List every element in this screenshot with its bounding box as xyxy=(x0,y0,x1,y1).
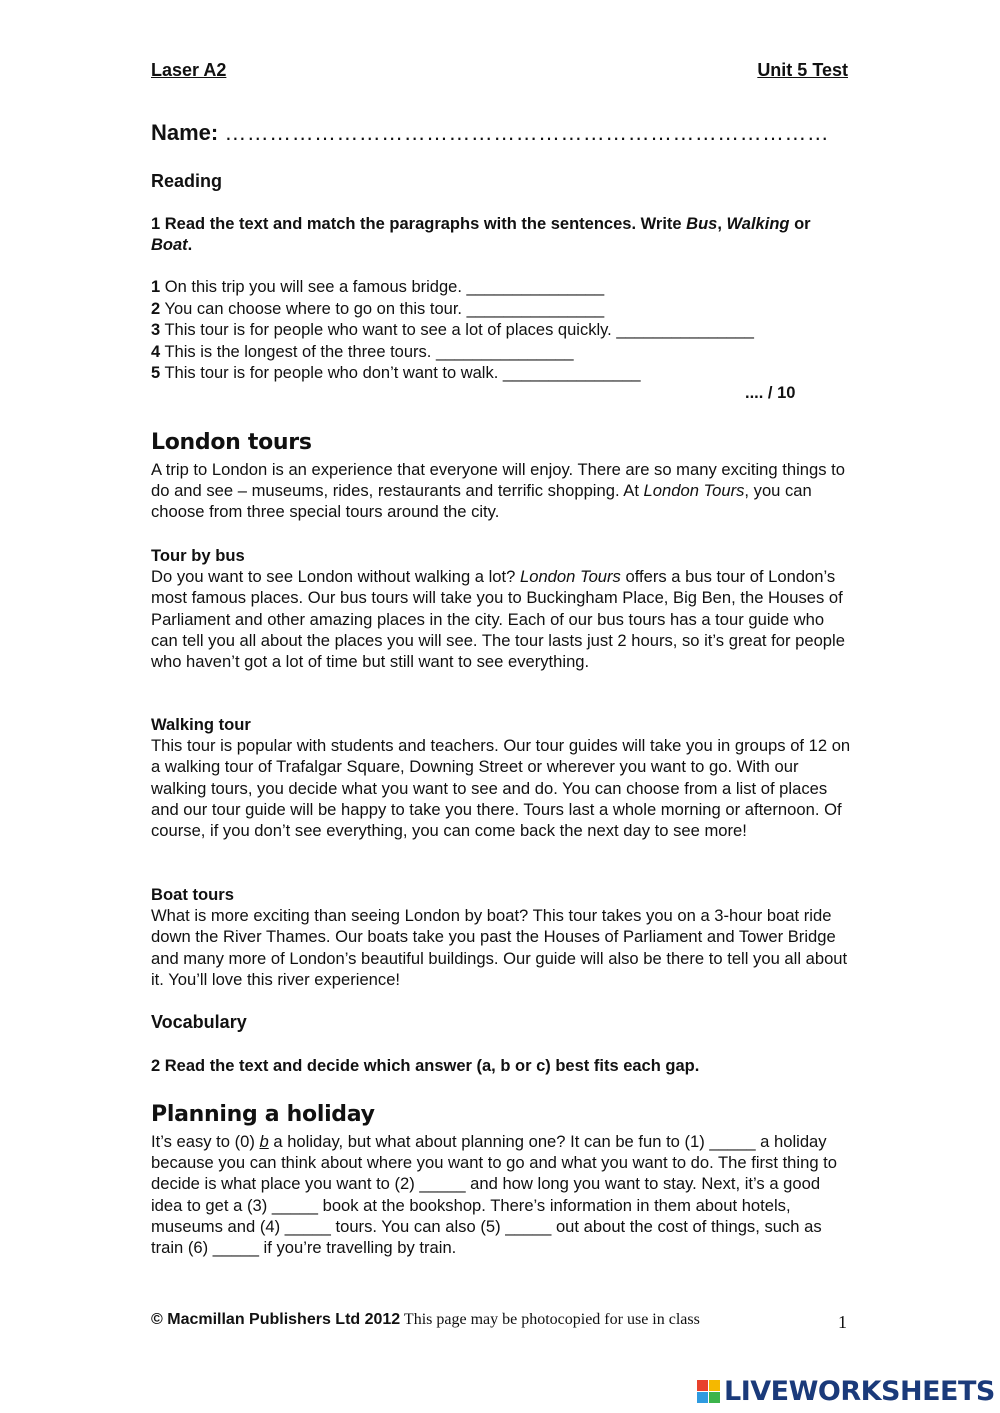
footer xyxy=(151,1311,700,1329)
intro-text: , you can choose from three special tours around the city. xyxy=(151,481,812,522)
vocabulary-instruction: 2 Read the text and decide which answer (a, b or c) best fits each gap. xyxy=(151,1057,700,1075)
reading-instruction xyxy=(151,214,851,256)
holiday-text-b: a holiday, but what about planning one? It can be fun to (1) _____ a holiday because you can think about where you want to go and what you want to do. The first thing to decide is what place you want to (2) _____ and how long you want to stay. Next, it’s a good idea to get a (3) _____ book at the bookshop. There’s information in them about hotels, museums and (4) _____ tours. You can also (5) _____ out about the cost of things, such as train (6) _____ if you’re travelling by train. xyxy=(151,1132,838,1258)
page-number: 1 xyxy=(838,1312,847,1332)
walk-section xyxy=(151,714,851,841)
walk-heading: Walking tour xyxy=(151,715,251,734)
question-text: On this trip you will see a famous bridge. _______________ xyxy=(160,278,605,296)
header-left: Laser A2 xyxy=(151,60,227,80)
question-number: 3 xyxy=(151,321,161,340)
london-intro xyxy=(151,459,851,523)
liveworksheets-logo[interactable] xyxy=(697,1376,995,1407)
bus-brand: London Tours xyxy=(519,567,621,587)
walk-text: This tour is popular with students and teachers. Our tour guides will take you in groups of 12 on a walking tour of Trafalgar Square, Downing Street or wherever you want to go. With our walking tours, you decide what you want to see and do. You can choose from a list of places and our tour guide will be happy to take you there. Tours last a whole morning or afternoon. Of course, if you don’t see everything, you can come back the next day to see more! xyxy=(151,736,851,841)
question-item[interactable] xyxy=(151,363,754,385)
logo-block xyxy=(709,1392,720,1403)
name-label: Name: xyxy=(151,120,219,145)
reading-heading: Reading xyxy=(151,171,223,191)
logo-block xyxy=(697,1380,708,1391)
logo-block xyxy=(709,1380,720,1391)
bus-section xyxy=(151,545,851,672)
question-item[interactable] xyxy=(151,320,754,342)
question-item[interactable] xyxy=(151,342,754,364)
instruction-sep: , xyxy=(717,215,727,233)
question-number: 1 xyxy=(151,278,161,296)
question-text: This is the longest of the three tours. _______________ xyxy=(160,342,574,361)
question-number: 4 xyxy=(151,342,161,361)
option-bus: Bus xyxy=(686,215,718,233)
question-text: This tour is for people who don’t want to walk. _______________ xyxy=(160,364,641,383)
vocabulary-heading: Vocabulary xyxy=(151,1012,247,1032)
bus-text-b: offers a bus tour of London’s most famous places. Our bus tours will take you to Buckingham Place, Big Ben, the Houses of Parliament and other amazing places in the city. Each of our bus tours has a tour guide who can tell you all about the places you will see. The tour lasts just 2 hours, so it’s great for people who haven’t got a lot of time but still want to see everything. xyxy=(151,567,845,672)
instruction-sep: or xyxy=(789,215,811,233)
instruction-end: . xyxy=(187,236,193,254)
london-title: London tours xyxy=(151,430,312,455)
bus-text-a: Do you want to see London without walking a lot? xyxy=(151,567,520,587)
question-text: This tour is for people who want to see a lot of places quickly. _______________ xyxy=(160,321,754,340)
holiday-text xyxy=(151,1131,851,1258)
name-field[interactable]: ……………………………………………………………………… xyxy=(224,120,830,145)
bus-text xyxy=(151,566,851,672)
instruction-text: 1 Read the text and match the paragraphs with the sentences. Write xyxy=(151,215,687,233)
question-list xyxy=(151,277,754,385)
holiday-text-a: It’s easy to (0) xyxy=(151,1132,260,1151)
bus-heading: Tour by bus xyxy=(151,546,245,565)
logo-block xyxy=(697,1392,708,1403)
example-answer: b xyxy=(259,1132,269,1151)
copyright: © Macmillan Publishers Ltd 2012 xyxy=(151,1311,401,1328)
score-reading: .... / 10 xyxy=(745,384,796,402)
name-line xyxy=(151,120,829,146)
question-item[interactable] xyxy=(151,277,754,299)
question-text: You can choose where to go on this tour. _______________ xyxy=(160,299,605,318)
logo-blocks-icon xyxy=(697,1380,720,1403)
option-boat: Boat xyxy=(151,236,188,254)
boat-heading: Boat tours xyxy=(151,885,234,904)
question-item[interactable] xyxy=(151,299,754,321)
intro-brand: London Tours xyxy=(643,481,745,501)
logo-text: LIVEWORKSHEETS xyxy=(724,1376,995,1407)
intro-text: A trip to London is an experience that everyone will enjoy. There are so many exciting things to do and see – museums, rides, restaurants and terrific shopping. At xyxy=(151,460,845,501)
boat-text: What is more exciting than seeing London by boat? This tour takes you on a 3-hour boat ride down the River Thames. Our boats take you past the Houses of Parliament and Tower Bridge and many more of London’s beautiful buildings. Our guide will also be there to tell you all about it. You’ll love this river experience! xyxy=(151,906,848,989)
question-number: 2 xyxy=(151,299,161,318)
option-walking: Walking xyxy=(726,215,790,233)
question-number: 5 xyxy=(151,364,161,383)
photocopy-note: This page may be photocopied for use in class xyxy=(400,1311,700,1328)
boat-section xyxy=(151,884,851,990)
holiday-title: Planning a holiday xyxy=(151,1102,375,1127)
header-right: Unit 5 Test xyxy=(757,60,848,80)
